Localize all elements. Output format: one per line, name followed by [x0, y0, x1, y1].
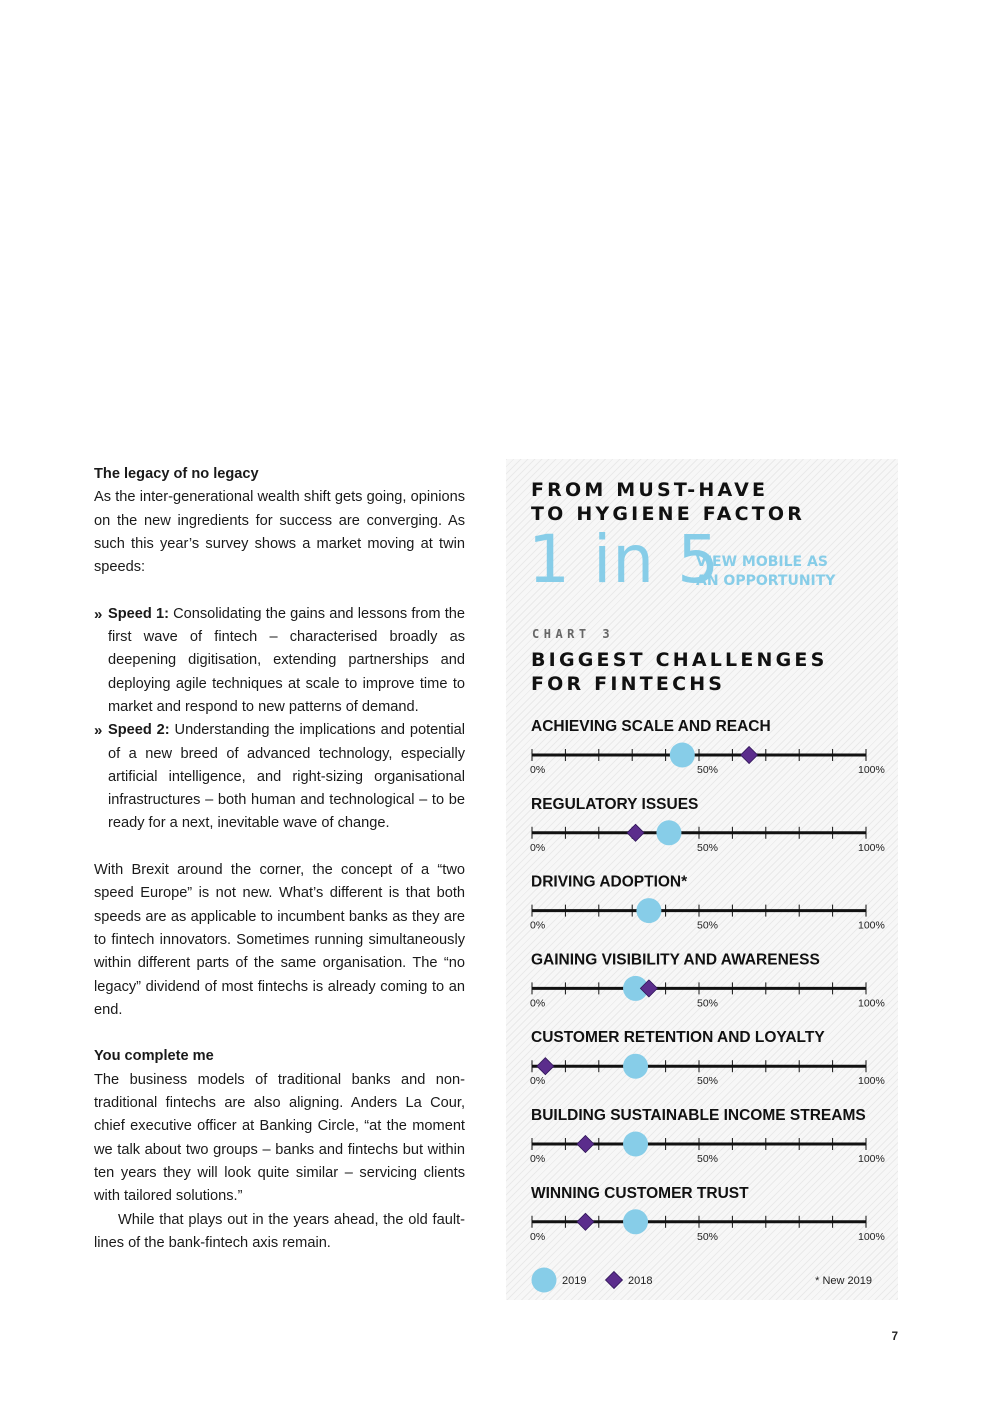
tick-label: 50%	[697, 764, 719, 776]
point-2019	[623, 1209, 648, 1234]
tick-label: 50%	[697, 1230, 719, 1243]
bullet-lead: Speed 2:	[108, 722, 170, 739]
tick-label: 50%	[697, 1153, 719, 1165]
tick-label: 0%	[530, 919, 546, 932]
point-2019	[623, 1054, 648, 1079]
point-2019	[670, 743, 695, 768]
stat-label-line: VIEW MOBILE AS	[696, 554, 828, 570]
tick-label: 100%	[858, 1153, 885, 1165]
chart-title-line: BIGGEST CHALLENGES	[531, 649, 828, 671]
legend-2019-marker	[532, 1268, 557, 1293]
article-text	[94, 463, 465, 1255]
legend-2018-label: 2018	[628, 1275, 653, 1287]
chart-number: CHART 3	[532, 627, 615, 641]
tick-label: 50%	[697, 841, 719, 854]
bullet-item	[94, 719, 465, 835]
section-heading: The legacy of no legacy	[94, 466, 259, 482]
challenges-chart	[506, 459, 898, 1300]
tick-label: 50%	[697, 919, 719, 932]
paragraph: As the inter-generational wealth shift gets going, opinions on the new ingredients for success are converging. As such this year’s survey shows a market moving at twin speeds:	[94, 489, 465, 576]
point-2018	[577, 1213, 594, 1230]
category-label: BUILDING SUSTAINABLE INCOME STREAMS	[531, 1107, 866, 1124]
paragraph: The business models of traditional banks and non-traditional fintechs are also aligning. Anders La Cour, chief executive officer at Banking Circle, “at the moment we talk about two groups – banks and fintechs but within ten years they will look quite similar – servicing clients with tailored solutions.”	[94, 1071, 465, 1205]
panel-title-line: FROM MUST-HAVE	[531, 479, 769, 501]
stat-label-line: AN OPPORTUNITY	[696, 573, 836, 589]
bullet-item	[94, 603, 465, 719]
tick-label: 0%	[530, 1230, 546, 1243]
tick-label: 100%	[858, 919, 885, 932]
tick-label: 0%	[530, 841, 546, 854]
chart-panel	[506, 459, 898, 1300]
legend-2019-label: 2019	[562, 1275, 587, 1287]
stat-value: 1 in 5	[528, 521, 721, 598]
point-2018	[627, 824, 644, 841]
chart-title-line: FOR FINTECHS	[531, 673, 726, 695]
tick-label: 50%	[697, 997, 719, 1010]
category-label: CUSTOMER RETENTION AND LOYALTY	[531, 1029, 825, 1047]
tick-label: 100%	[858, 764, 885, 776]
page-number: 7	[891, 1331, 898, 1343]
paragraph: With Brexit around the corner, the concept of a “two speed Europe” is not new. What’s different is that both speeds are as applicable to incumbent banks as they are to fintech innovators. Sometimes running simultaneously within different parts of the same organisation. The “no legacy” dividend of most fintechs is already coming to an end.	[94, 862, 465, 1018]
bullet-lead: Speed 1:	[108, 605, 169, 622]
category-label: ACHIEVING SCALE AND REACH	[531, 718, 771, 735]
category-label: GAINING VISIBILITY AND AWARENESS	[531, 951, 820, 969]
tick-label: 0%	[530, 997, 546, 1010]
point-2018	[741, 747, 758, 764]
tick-label: 100%	[858, 1230, 885, 1243]
point-2018	[577, 1136, 594, 1153]
paragraph: While that plays out in the years ahead, the old fault-lines of the bank-fintech axis remain.	[94, 1211, 465, 1251]
category-label: DRIVING ADOPTION*	[531, 873, 688, 891]
bullet-marker: »	[94, 605, 103, 623]
panel-title-line: TO HYGIENE FACTOR	[531, 503, 806, 525]
bullet-text: Consolidating the gains and lessons from the first wave of fintech – characterised broadly as deepening digitisation, extending partnerships and deploying agile techniques at scale to improve time to market and respond to new patterns of demand.	[108, 605, 465, 715]
tick-label: 100%	[858, 1075, 885, 1088]
point-2019	[623, 1132, 648, 1157]
tick-label: 50%	[697, 1075, 719, 1088]
category-label: WINNING CUSTOMER TRUST	[531, 1184, 749, 1202]
section-heading: You complete me	[94, 1048, 214, 1065]
tick-label: 0%	[530, 1075, 546, 1088]
bullet-text: Understanding the implications and potential of a new breed of advanced technology, especially artificial intelligence, and right-sizing organisational infrastructures – both human and technological – to be ready for a next, inevitable wave of change.	[108, 722, 466, 832]
tick-label: 100%	[858, 997, 885, 1010]
point-2019	[636, 898, 661, 923]
category-label: REGULATORY ISSUES	[531, 795, 699, 813]
legend-2018-marker	[606, 1272, 623, 1289]
point-2018	[537, 1058, 554, 1075]
bullet-marker: »	[94, 722, 103, 740]
footnote: * New 2019	[815, 1275, 872, 1287]
tick-label: 0%	[530, 764, 546, 776]
point-2019	[656, 820, 681, 845]
tick-label: 0%	[530, 1153, 546, 1165]
tick-label: 100%	[858, 841, 885, 854]
